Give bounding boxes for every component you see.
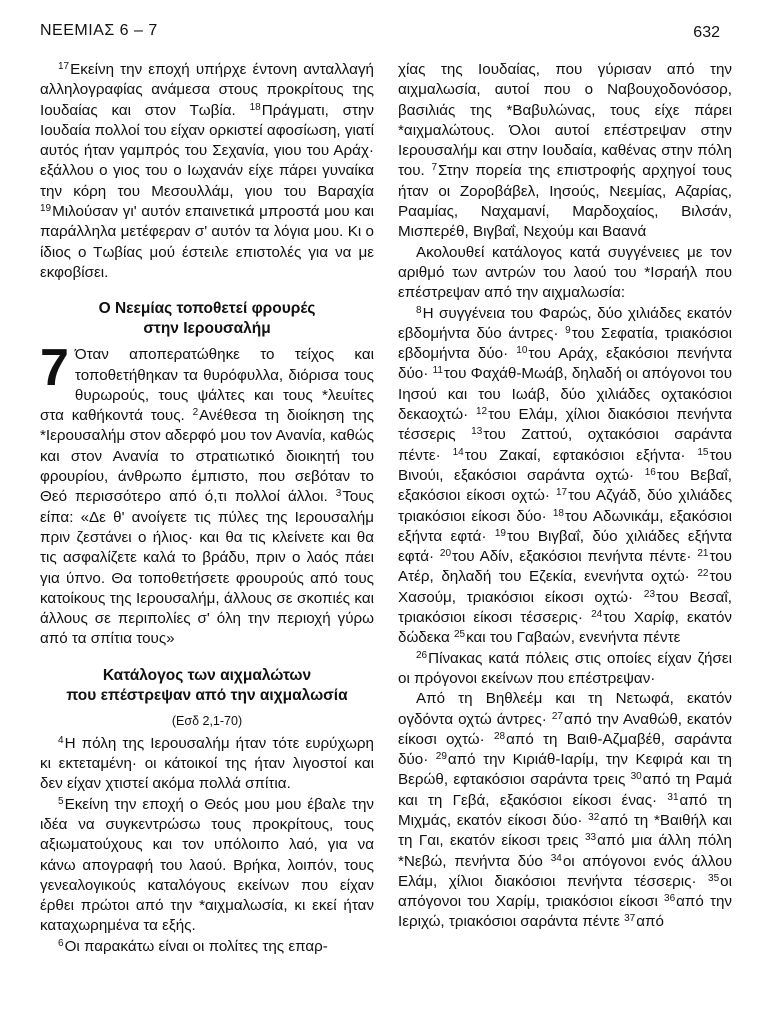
verse-text: του Αράχ, εξακόσιοι πενήντα δύο· bbox=[398, 345, 732, 383]
verse-number: 10 bbox=[516, 345, 528, 357]
verse-number: 26 bbox=[416, 649, 428, 661]
verse-text: Πράγματι, στην Ιουδαία πολλοί του είχαν ορκιστεί αφοσίωση, γιατί αυτός ήταν γαμπρός του Σεχανία, γιου του Αράχ· εξάλλου ο γιος του ο Ιωχανάν είχε πάρει γυναίκα την κόρη του Μεσουλλάμ, γιου του Βαραχία bbox=[40, 101, 374, 200]
paragraph bbox=[398, 689, 732, 933]
verse-number: 25 bbox=[453, 629, 466, 641]
verse-number: 28 bbox=[493, 730, 506, 742]
verse-text: Εκείνη την εποχή ο Θεός μου μου έβαλε την ιδέα να συγκεντρώσω τους προκρίτους, τους αξιωματούχους και τον υπόλοιπο λαό, για να κάνω απογραφή του λαού. Βρήκα, λοιπόν, τους γενεαλογικούς καταλόγους εκείνων που είχαν έρθει πρώτοι από την *αιχμαλωσία, κι εκεί ήταν καταχωρημένα τα εξής. bbox=[40, 795, 374, 935]
verse-text: του Ελάμ, χίλιοι διακόσιοι πενήντα τέσσερις bbox=[398, 406, 732, 444]
paragraph bbox=[40, 339, 374, 649]
verse-text: από τη Ραμά και τη Γεβά, εξακόσιοι είκοσι ένας· bbox=[398, 771, 732, 809]
verse-number: 32 bbox=[588, 811, 600, 823]
verse-number: 12 bbox=[476, 406, 488, 418]
verse-text: από μια άλλη πόλη *Νεβώ, πενήντα δύο bbox=[398, 832, 732, 870]
verse-text: από την Αναθώθ, εκατόν είκοσι οχτώ· bbox=[398, 710, 732, 748]
verse-number: 8 bbox=[416, 304, 422, 316]
verse-text: του Χασούμ, τριακόσιοι είκοσι οχτώ· bbox=[398, 568, 732, 606]
verse-number: 36 bbox=[664, 893, 676, 905]
section-heading bbox=[40, 299, 374, 339]
verse-number: 17 bbox=[555, 487, 568, 499]
paragraph bbox=[40, 795, 374, 937]
verse-text: οι απόγονοι ενός άλλου Ελάμ, χίλιοι διακόσιοι πενήντα τέσσερις· bbox=[398, 852, 733, 890]
verse-number: 3 bbox=[335, 488, 342, 500]
verse-number: 9 bbox=[565, 324, 571, 336]
verse-text: του Βινούι, εξακόσιοι σαράντα οχτώ· bbox=[398, 446, 732, 484]
verse-text: και του Γαβαών, ενενήντα πέντε bbox=[466, 629, 681, 647]
chapter-number-dropcap: 7 bbox=[40, 339, 69, 398]
verse-text: του Ατέρ, δηλαδή του Εζεκία, ενενήντα οχτώ· bbox=[398, 548, 732, 586]
verse-text: του Βεβαΐ, εξακόσιοι είκοσι οχτώ· bbox=[398, 466, 732, 505]
verse-text: του Σεφατία, τριακόσιοι εβδομήντα δύο· bbox=[398, 324, 732, 363]
verse-text: Μιλούσαν γι' αυτόν επαινετικά μπροστά μου και παράλληλα μετέφεραν σ' αυτόν τα λόγια μου. Κι ο ίδιος ο Τωβίας μού έστειλε επιστολές για να με εκφοβίσει. bbox=[40, 203, 374, 281]
verse-text: του Φαχάθ-Μωάβ, δηλαδή οι απόγονοι του Ιησού και του Ιωάβ, δύο χιλιάδες οχτακόσιοι δεκαοχτώ· bbox=[398, 365, 733, 424]
verse-number: 7 bbox=[431, 162, 438, 174]
verse-number: 37 bbox=[624, 913, 636, 925]
verse-number: 24 bbox=[591, 609, 603, 621]
section-heading-line: Κατάλογος των αιχμαλώτων bbox=[102, 666, 312, 684]
paragraph bbox=[398, 243, 732, 304]
verse-text: από bbox=[636, 913, 664, 931]
verse-number: 34 bbox=[550, 852, 562, 864]
verse-number: 27 bbox=[551, 710, 563, 722]
verse-text: Όταν αποπερατώθηκε το τείχος και τοποθετήθηκαν τα θυρόφυλλα, διόρισα τους θυρωρούς, τους ψάλτες και τους *λευίτες στα καθήκοντά τους. bbox=[40, 346, 374, 425]
page-number: 632 bbox=[693, 24, 720, 41]
verse-text: του Αζγάδ, δύο χιλιάδες τριακόσιοι είκοσι δύο· bbox=[398, 487, 733, 525]
verse-number: 18 bbox=[552, 507, 564, 519]
verse-number: 5 bbox=[58, 795, 64, 807]
verse-text: του Βεσαΐ, τριακόσιοι είκοσι τέσσερις· bbox=[398, 588, 733, 627]
left-column bbox=[40, 60, 374, 957]
verse-number: 11 bbox=[432, 365, 443, 377]
verse-text: Η συγγένεια του Φαρώς, δύο χιλιάδες εκατόν εβδομήντα δύο άντρες· bbox=[398, 304, 732, 342]
verse-text: χίας της Ιουδαίας, που γύρισαν από την αιχμαλωσία, αυτοί που ο Ναβουχοδονόσορ, βασιλιάς της *Βαβυλώνας, τους είχε πάρει *αιχμαλώτους. Όλοι αυτοί επέστρεψαν στην Ιερουσαλήμ και στην Ιουδαία, καθένας στην πόλη του. bbox=[398, 61, 732, 180]
verse-text: του Ζαττού, οχτακόσιοι σαράντα πέντε· bbox=[398, 426, 732, 464]
verse-number: 13 bbox=[471, 426, 483, 438]
verse-number: 21 bbox=[697, 548, 709, 560]
verse-text: από την Κιριάθ-Ιαρίμ, την Κεφιρά και τη Βερώθ, εφτακόσιοι σαράντα τρεις bbox=[398, 751, 732, 789]
verse-text: οι απόγονοι του Χαρίμ, τριακόσιοι είκοσι bbox=[398, 872, 732, 911]
verse-text: του Χαρίφ, εκατόν δώδεκα bbox=[398, 609, 732, 647]
verse-text: από τη Βαιθ-Αζμαβέθ, σαράντα δύο· bbox=[398, 730, 732, 769]
verse-number: 30 bbox=[630, 771, 642, 783]
verse-number: 20 bbox=[439, 548, 452, 560]
section-heading-line: Ο Νεεμίας τοποθετεί φρουρές bbox=[98, 300, 316, 318]
right-column bbox=[398, 60, 732, 933]
paragraph bbox=[40, 60, 374, 283]
verse-text: Ανέθεσα τη διοίκηση της *Ιερουσαλήμ στον αδερφό μου τον Ανανία, καθώς και στον Ανανία το στρατιωτικό διοικητή του φρουρίου, άνθρωπο έμπιστο, που σεβόταν το Θεό περισσότερο από ό,τι πολλοί άλλοι. bbox=[40, 407, 374, 506]
verse-text: Η πόλη της Ιερουσαλήμ ήταν τότε ευρύχωρη κι εκτεταμένη· οι κάτοικοί της ήταν λιγοστοί και δεν είχαν χτιστεί ακόμα πολλά σπίτια. bbox=[40, 734, 374, 793]
verse-number: 35 bbox=[708, 872, 720, 884]
verse-number: 18 bbox=[249, 101, 261, 113]
verse-text: Τους είπα: «Δε θ' ανοίγετε τις πύλες της Ιερουσαλήμ πριν ζεστάνει ο ήλιος· και θα τις κλείνετε και θα τις ασφαλίζετε καλά το βράδυ, πριν ο λαός πάει για ύπνο. Θα τοποθετήσετε φρουρούς από τους κατοίκους της Ιερουσαλήμ, άλλους σε σκοπιές και άλλους σε περιπολίες σ' όλη την περιοχή γύρω από τα σπίτια τους» bbox=[40, 488, 374, 648]
verse-number: 19 bbox=[494, 527, 506, 539]
verse-text: Από τη Βηθλεέμ και τη Νετωφά, εκατόν ογδόντα οχτώ άντρες· bbox=[398, 690, 732, 728]
verse-number: 22 bbox=[697, 568, 709, 580]
verse-number: 2 bbox=[192, 407, 199, 419]
verse-text: του Ζακαί, εφτακόσιοι εξήντα· bbox=[464, 446, 698, 464]
verse-number: 19 bbox=[40, 203, 52, 215]
verse-number: 33 bbox=[585, 832, 597, 844]
running-head: ΝΕΕΜΙΑΣ 6 – 7 bbox=[40, 22, 158, 39]
verse-text: Πίνακας κατά πόλεις στις οποίες είχαν ζήσει οι πρόγονοι εκείνων που επέστρεψαν· bbox=[398, 649, 732, 687]
paragraph bbox=[40, 734, 374, 795]
section-heading-line: που επέστρεψαν από την αιχμαλωσία bbox=[66, 686, 348, 704]
verse-text: Στην πορεία της επιστροφής αρχηγοί τους ήταν οι Ζοροβάβελ, Ιησούς, Νεεμίας, Αζαρίας, Ρααμίας, Ναχαμανί, Μαρδοχαίος, Βιλσάν, Μισπερέθ, Βιγβαΐ, Νεχούμ και Βαανά bbox=[398, 162, 732, 241]
verse-number: 31 bbox=[667, 791, 679, 803]
paragraph bbox=[398, 60, 732, 243]
verse-number: 16 bbox=[644, 466, 656, 478]
paragraph bbox=[398, 649, 732, 690]
verse-number: 17 bbox=[58, 61, 70, 72]
verse-text: από την Ιεριχώ, τριακόσιοι σαράντα πέντε bbox=[398, 893, 732, 931]
verse-text: του Αδίν, εξακόσιοι πενήντα πέντε· bbox=[452, 548, 698, 566]
section-heading bbox=[40, 666, 374, 706]
verse-number: 4 bbox=[58, 734, 64, 746]
verse-text: Οι παρακάτω είναι οι πολίτες της επαρ- bbox=[64, 937, 328, 955]
verse-number: 23 bbox=[643, 588, 656, 600]
verse-text: Ακολουθεί κατάλογος κατά συγγένειες με τον αριθμό των αντρών του λαού του *Ισραήλ που επέστρεψαν από την αιχμαλωσία: bbox=[398, 243, 732, 302]
verse-text: του Βιγβαΐ, δύο χιλιάδες εξήντα εφτά· bbox=[398, 527, 732, 566]
verse-text: από τη *Βαιθήλ και τη Γαι, εκατόν είκοσι τρεις bbox=[398, 811, 732, 850]
verse-number: 15 bbox=[697, 446, 709, 458]
paragraph bbox=[40, 937, 374, 957]
verse-text: Εκείνη την εποχή υπήρχε έντονη ανταλλαγή αλληλογραφίας ανάμεσα στους προκρίτους της Ιουδαίας και στον Τωβία. bbox=[40, 61, 374, 119]
paragraph bbox=[398, 304, 732, 649]
verse-number: 14 bbox=[452, 446, 464, 458]
verse-number: 29 bbox=[435, 751, 447, 763]
verse-text: από τη Μιχμάς, εκατόν είκοσι δύο· bbox=[398, 791, 732, 829]
section-heading-line: στην Ιερουσαλήμ bbox=[143, 320, 271, 338]
verse-number: 6 bbox=[58, 937, 64, 949]
verse-text: του Αδωνικάμ, εξακόσιοι εξήντα εφτά· bbox=[398, 507, 733, 545]
cross-reference: (Εσδ 2,1-70) bbox=[171, 713, 243, 728]
